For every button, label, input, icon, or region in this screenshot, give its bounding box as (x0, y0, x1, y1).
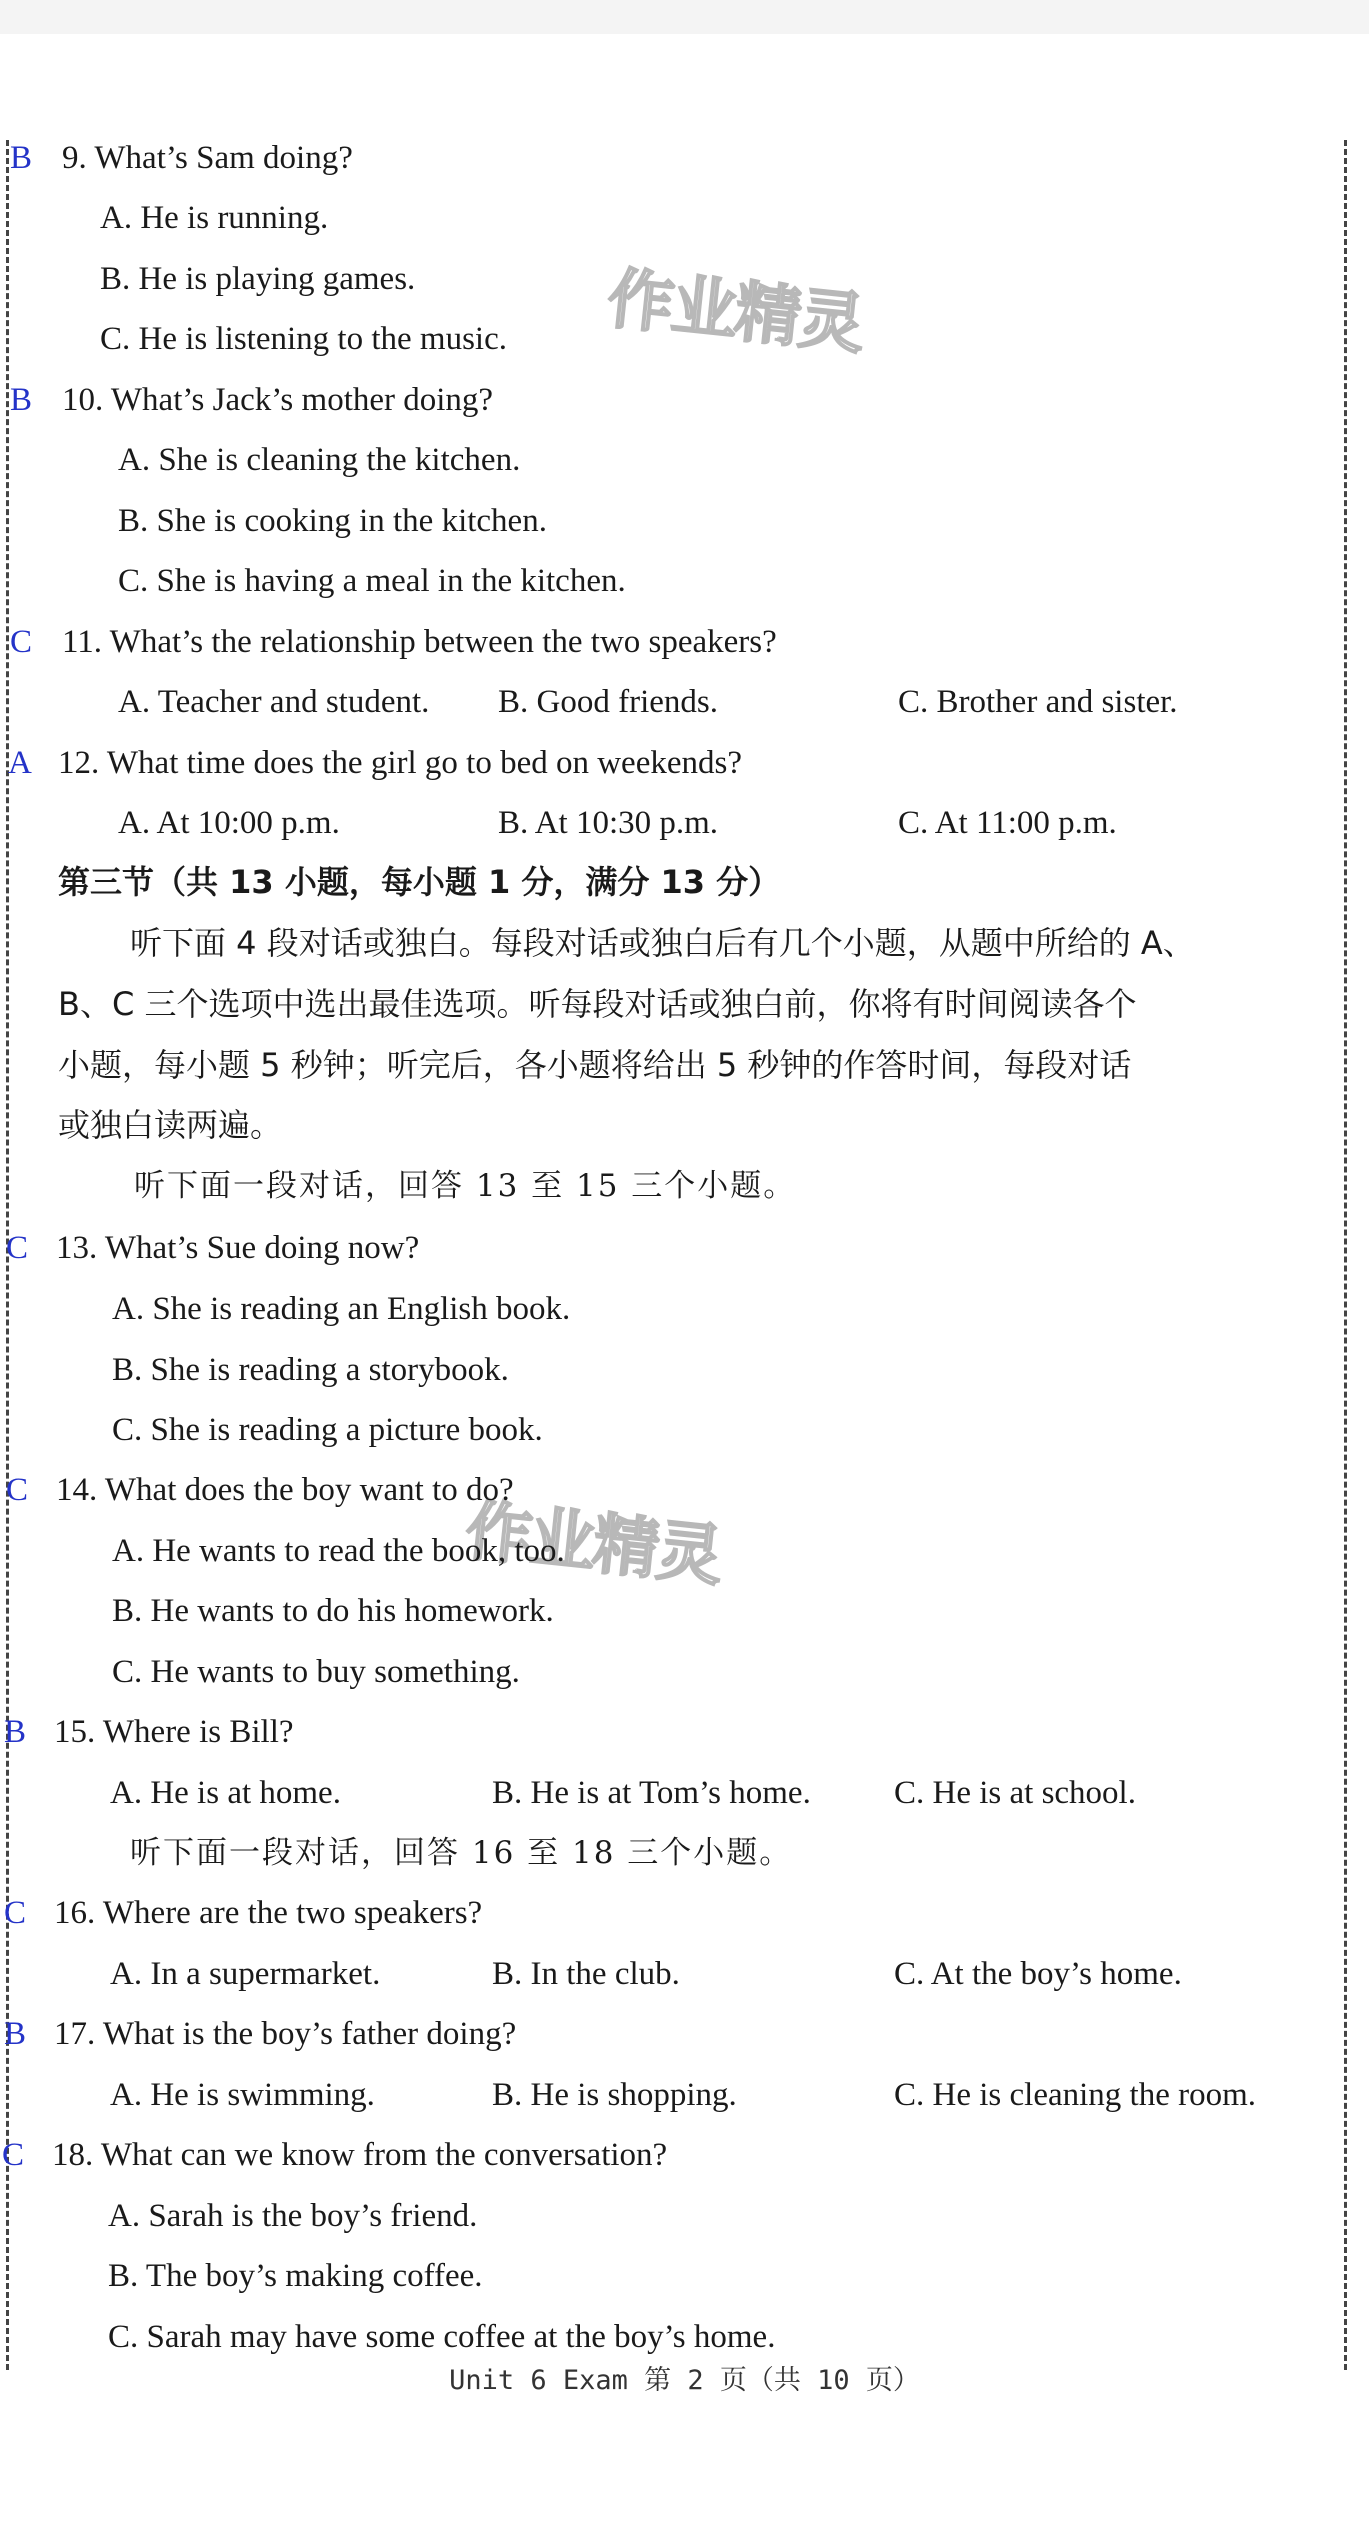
answer-mark-q11: C (10, 624, 33, 660)
question-9-option-c: C. He is listening to the music. (100, 321, 507, 357)
question-16-option-a: A. In a supermarket. (110, 1956, 381, 1992)
question-12-option-c: C. At 11:00 p.m. (898, 805, 1117, 841)
question-12-option-a: A. At 10:00 p.m. (118, 805, 340, 841)
question-11-option-c: C. Brother and sister. (898, 684, 1178, 720)
section-3-instructions-line-4: 或独白读两遍。 (58, 1106, 283, 1144)
question-11-stem: 11. What’s the relationship between the two speakers? (62, 624, 777, 660)
question-14-option-a: A. He wants to read the book, too. (112, 1533, 565, 1569)
question-16-option-c: C. At the boy’s home. (894, 1956, 1182, 1992)
question-17-option-b: B. He is shopping. (492, 2077, 737, 2113)
question-9-option-b: B. He is playing games. (100, 261, 416, 297)
right-dashed-margin-line (1344, 140, 1347, 2370)
question-13-option-b: B. She is reading a storybook. (112, 1352, 509, 1388)
question-12-stem: 12. What time does the girl go to bed on weekends? (58, 745, 742, 781)
question-10-option-a: A. She is cleaning the kitchen. (118, 442, 521, 478)
answer-mark-q12: A (8, 745, 32, 781)
watermark-middle: 作业精灵 (462, 1491, 725, 1596)
question-14-stem: 14. What does the boy want to do? (56, 1472, 514, 1508)
answer-mark-q18: C (2, 2137, 25, 2173)
listening-prompt-13-15: 听下面一段对话，回答 13 至 15 三个小题。 (134, 1168, 797, 1204)
question-12-option-b: B. At 10:30 p.m. (498, 805, 719, 841)
question-15-option-a: A. He is at home. (110, 1775, 341, 1811)
question-14-option-b: B. He wants to do his homework. (112, 1593, 554, 1629)
section-3-instructions-line-2: B、C 三个选项中选出最佳选项。听每段对话或独白前，你将有时间阅读各个 (58, 985, 1137, 1023)
answer-mark-q13: C (6, 1230, 29, 1266)
question-13-option-c: C. She is reading a picture book. (112, 1412, 543, 1448)
question-18-option-c: C. Sarah may have some coffee at the boy’s home. (108, 2319, 776, 2355)
page-footer: Unit 6 Exam 第 2 页（共 10 页） (449, 2365, 920, 2396)
watermark-top: 作业精灵 (604, 259, 867, 364)
question-14-option-c: C. He wants to buy something. (112, 1654, 520, 1690)
question-17-option-a: A. He is swimming. (110, 2077, 375, 2113)
question-16-option-b: B. In the club. (492, 1956, 680, 1992)
question-17-stem: 17. What is the boy’s father doing? (54, 2016, 517, 2052)
answer-mark-q16: C (4, 1895, 27, 1931)
answer-mark-q10: B (10, 382, 33, 418)
question-15-stem: 15. Where is Bill? (54, 1714, 294, 1750)
section-3-instructions-line-1: 听下面 4 段对话或独白。每段对话或独白后有几个小题，从题中所给的 A、 (130, 924, 1195, 962)
question-15-option-b: B. He is at Tom’s home. (492, 1775, 811, 1811)
question-9-option-a: A. He is running. (100, 200, 329, 236)
question-13-option-a: A. She is reading an English book. (112, 1291, 571, 1327)
answer-mark-q15: B (4, 1714, 27, 1750)
section-3-heading: 第三节（共 13 小题，每小题 1 分，满分 13 分） (58, 863, 781, 901)
question-9-stem: 9. What’s Sam doing? (62, 140, 353, 176)
listening-prompt-16-18: 听下面一段对话，回答 16 至 18 三个小题。 (130, 1835, 793, 1871)
question-10-option-c: C. She is having a meal in the kitchen. (118, 563, 626, 599)
question-10-option-b: B. She is cooking in the kitchen. (118, 503, 547, 539)
question-18-stem: 18. What can we know from the conversation? (52, 2137, 668, 2173)
question-17-option-c: C. He is cleaning the room. (894, 2077, 1257, 2113)
question-13-stem: 13. What’s Sue doing now? (56, 1230, 420, 1266)
question-15-option-c: C. He is at school. (894, 1775, 1136, 1811)
question-16-stem: 16. Where are the two speakers? (54, 1895, 483, 1931)
question-11-option-b: B. Good friends. (498, 684, 718, 720)
answer-mark-q17: B (4, 2016, 27, 2052)
question-18-option-b: B. The boy’s making coffee. (108, 2258, 483, 2294)
question-10-stem: 10. What’s Jack’s mother doing? (62, 382, 494, 418)
question-11-option-a: A. Teacher and student. (118, 684, 430, 720)
page-top-margin (0, 0, 1369, 34)
section-3-instructions-line-3: 小题，每小题 5 秒钟；听完后，各小题将给出 5 秒钟的作答时间，每段对话 (58, 1046, 1132, 1084)
answer-mark-q9: B (10, 140, 33, 176)
answer-mark-q14: C (6, 1472, 29, 1508)
question-18-option-a: A. Sarah is the boy’s friend. (108, 2198, 478, 2234)
